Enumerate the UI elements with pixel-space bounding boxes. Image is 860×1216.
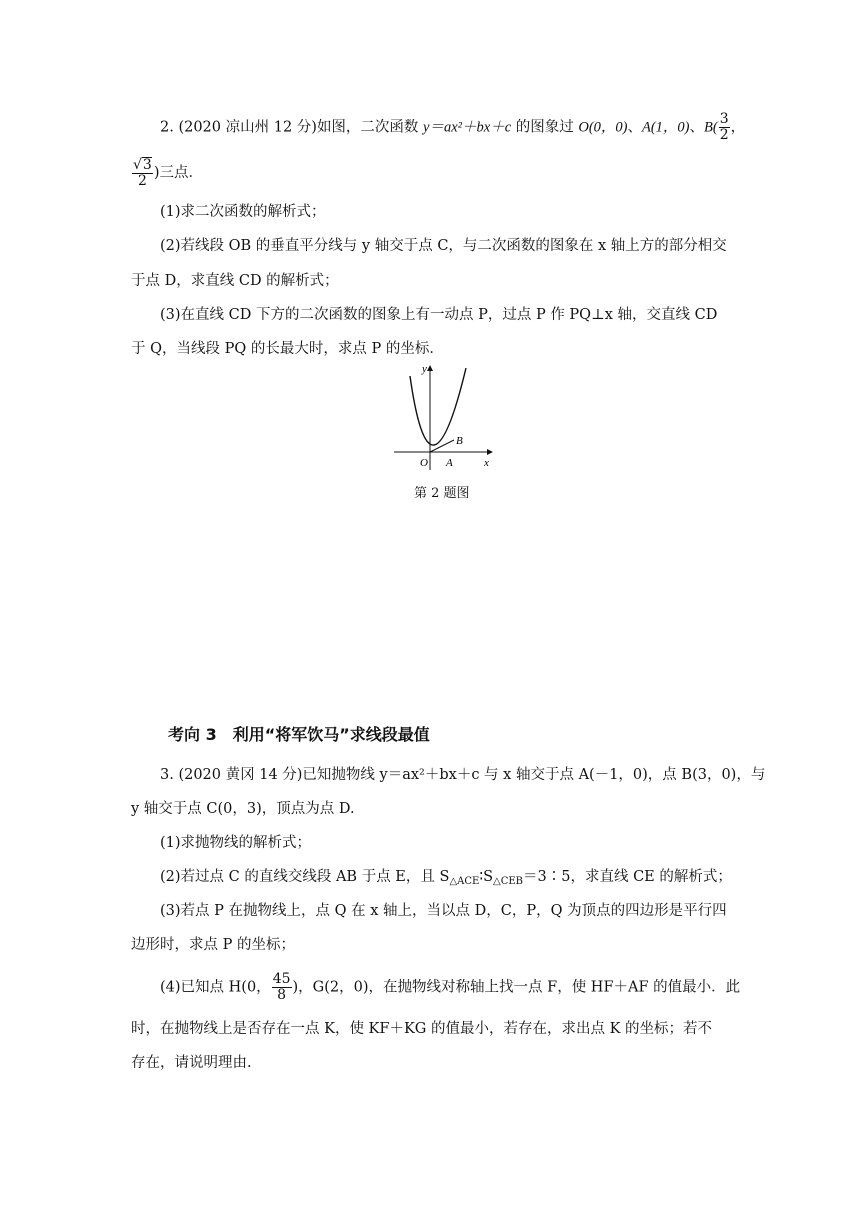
problem2-q2-line2: 于点 D，求直线 CD 的解析式；	[131, 273, 339, 289]
fraction-numerator: √3	[133, 157, 152, 173]
fraction-denominator: 8	[277, 987, 287, 1003]
problem3-q4-line2: 时，在抛物线上是否存在一点 K，使 KF＋KG 的值最小，若存在，求出点 K 的坐标；若不	[131, 1021, 713, 1037]
function-expression: y＝ax²＋bx＋c	[423, 119, 512, 136]
comma: ，	[730, 119, 746, 136]
problem2-intro-cont	[131, 157, 203, 189]
fraction-numerator: 3	[719, 111, 729, 127]
point-a: A(1，0)	[642, 119, 690, 136]
problem2-tail: )三点．	[153, 165, 204, 181]
fraction-denominator: 2	[719, 127, 729, 143]
problem3-line2: y 轴交于点 C(0，3)，顶点为点 D.	[131, 801, 355, 817]
fraction-3-over-2	[719, 112, 730, 143]
problem3-q4-b: )，G(2，0)，在抛物线对称轴上找一点 F，使 HF＋AF 的值最小．此	[292, 979, 741, 996]
problem2-q3-line2: 于 Q，当线段 PQ 的长最大时，求点 P 的坐标．	[131, 341, 444, 357]
sqrt-radicand: 3	[142, 157, 152, 173]
area-subscript-ceb: △CEB	[493, 876, 524, 887]
axis-label-x: x	[484, 457, 489, 469]
segment-ob	[430, 440, 454, 452]
problem3-q1: (1)求抛物线的解析式；	[160, 835, 312, 851]
figure-caption: 第 2 题图	[414, 486, 470, 501]
problem2-q2-line1: (2)若线段 OB 的垂直平分线与 y 轴交于点 C，与二次函数的图象在 x 轴上方的部分相交	[160, 238, 727, 254]
problem2-intro-a: 如图，二次函数	[316, 119, 424, 136]
problem3-q4-line1	[160, 972, 740, 1003]
problem3-q4-line3: 存在，请说明理由.	[131, 1055, 252, 1071]
problem3-q3-line1: (3)若点 P 在抛物线上，点 Q 在 x 轴上，当以点 D，C，P，Q 为顶点的四边形是平行四	[160, 903, 727, 919]
point-b-head: B(	[704, 119, 718, 136]
axis-label-y: y	[422, 363, 427, 375]
point-o: O(0，0)	[578, 119, 628, 136]
section-heading: 考向 3 利用“将军饮马”求线段最值	[168, 725, 430, 744]
problem3-q2	[160, 867, 732, 892]
problem2-q1: (1)求二次函数的解析式；	[160, 204, 326, 220]
problem3-q4-a: (4)已知点 H(0，	[160, 979, 271, 996]
problem3-q2-c: ＝3∶5，求直线 CE 的解析式；	[523, 869, 732, 885]
point-label-b: B	[456, 435, 463, 447]
parabola-figure	[392, 362, 502, 472]
problem3-q3-line2: 边形时，求点 P 的坐标；	[131, 937, 295, 953]
problem2-intro-b: 的图象过	[511, 119, 579, 136]
fraction-numerator: 45	[272, 971, 291, 987]
problem3-q2-a: (2)若过点 C 的直线交线段 AB 于点 E，且 S	[160, 869, 450, 885]
point-label-o: O	[420, 457, 428, 469]
problem2-source: 2. (2020 凉山州 12 分)	[160, 119, 317, 136]
problem2-intro	[160, 112, 745, 143]
separator: 、	[689, 119, 705, 136]
area-subscript-ace: △ACE	[449, 876, 480, 887]
fraction-denominator: 2	[137, 173, 147, 189]
problem3-q2-b: ∶S	[479, 869, 494, 885]
problem3-line1: 3. (2020 黄冈 14 分)已知抛物线 y＝ax²＋bx＋c 与 x 轴交于点 A(－1，0)，点 B(3，0)，与	[160, 767, 766, 783]
separator: 、	[627, 119, 642, 136]
point-label-a: A	[446, 457, 453, 469]
problem2-q3-line1: (3)在直线 CD 下方的二次函数的图象上有一动点 P，过点 P 作 PQ⊥x 轴，交直线 CD	[160, 307, 718, 323]
parabola-curve	[410, 368, 466, 445]
fraction-45-over-8	[272, 972, 292, 1003]
fraction-sqrt3-over-2	[132, 157, 153, 189]
